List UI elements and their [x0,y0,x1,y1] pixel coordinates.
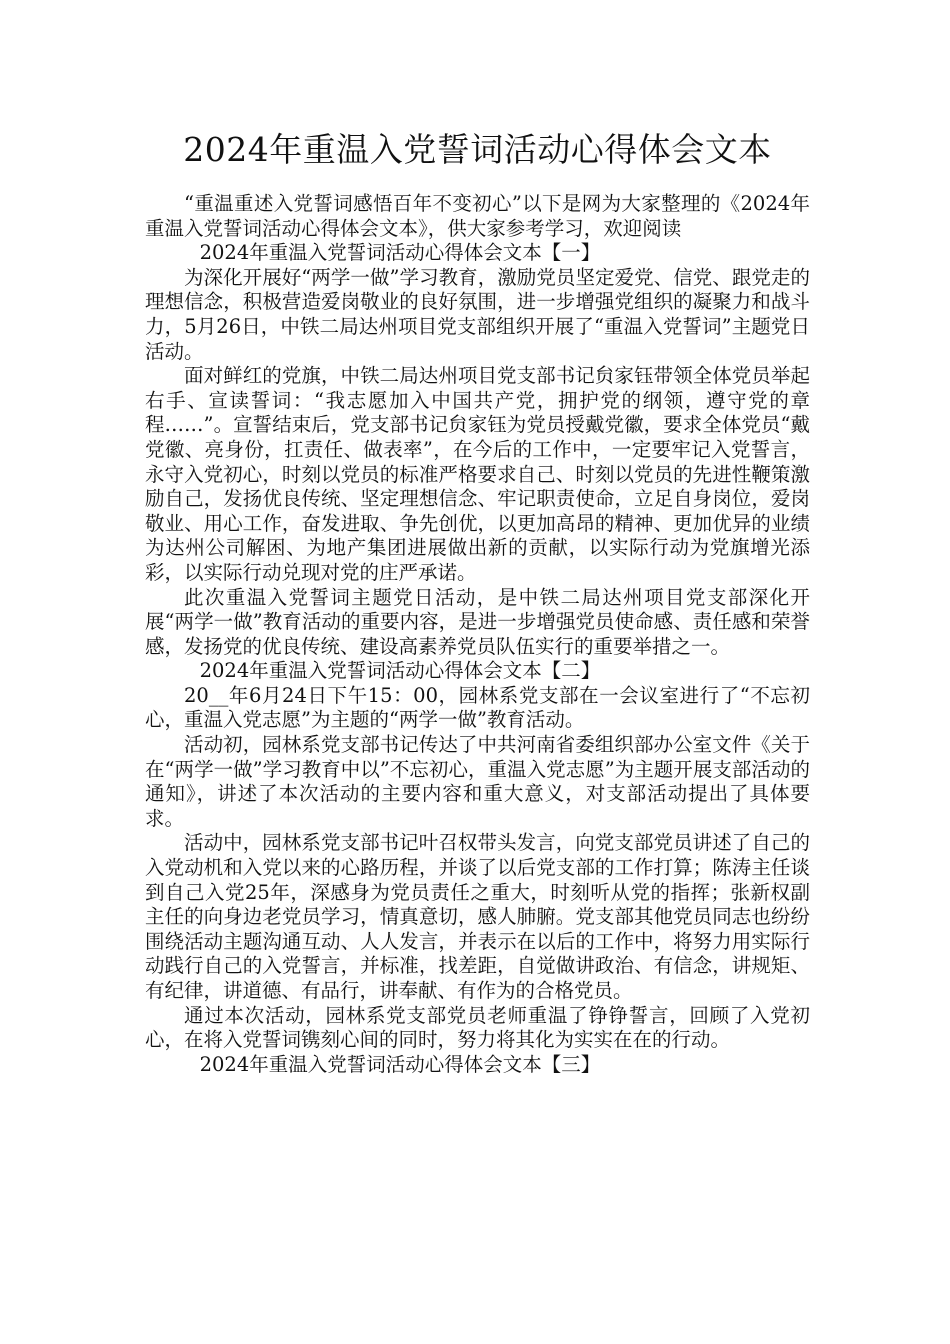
section-heading: 2024年重温入党誓词活动心得体会文本【一】 [199,241,601,265]
document-page [145,120,810,1077]
section-3 [145,1053,810,1078]
section-2 [145,659,810,1053]
section-1 [145,241,810,659]
body-paragraph: 活动初，园林系党支部书记传达了中共河南省委组织部办公室文件《关于在“两学一做”学习教育中以”不忘初心，重温入党志愿”为主题开展支部活动的通知》，讲述了本次活动的主要内容和重大意义，对支部活动提出了具体要求。 [145,733,810,830]
body-paragraph: 为深化开展好“两学一做”学习教育，激励党员坚定爱党、信党、跟党走的理想信念，积极营造爱岗敬业的良好氛围，进一步增强党组织的凝聚力和战斗力，5月26日，中铁二局达州项目党支部组织开展了“重温入党誓词”主题党日活动。 [145,265,810,363]
body-paragraph: 此次重温入党誓词主题党日活动，是中铁二局达州项目党支部深化开展“两学一做”教育活动的重要内容，是进一步增强党员使命感、责任感和荣誉感，发扬党的优良传统、建设高素养党员队伍实行的重要举措之一。 [145,585,810,658]
body-paragraph: 面对鲜红的党旗，中铁二局达州项目党支部书记贠家钰带领全体党员举起右手、宣读誓词：“我志愿加入中国共产党，拥护党的纲领，遵守党的章程……”。宣誓结束后，党支部书记贠家钰为党员授戴党徽，要求全体党员“戴党徽、亮身份，扛责任、做表率”，在今后的工作中，一定要牢记入党誓言，永守入党初心，时刻以党员的标准严格要求自己、时刻以党员的先进性鞭策激励自己，发扬优良传统、坚定理想信念、牢记职责使命，立足自身岗位，爱岗敬业、用心工作，奋发进取、争先创优，以更加高昂的精神、更加优异的业绩为达州公司解困、为地产集团进展做出新的贡献，以实际行动为党旗增光添彩，以实际行动兑现对党的庄严承诺。 [145,364,810,584]
body-paragraph: 活动中，园林系党支部书记叶召权带头发言，向党支部党员讲述了自己的入党动机和入党以来的心路历程，并谈了以后党支部的工作打算；陈涛主任谈到自己入党25年，深感身为党员责任之重大，时刻听从党的指挥；张新权副主任的向身边老党员学习，情真意切，感人肺腑。党支部其他党员同志也纷纷围绕活动主题沟通互动、人人发言，并表示在以后的工作中，将努力用实际行动践行自己的入党誓言，并标准，找差距，自觉做讲政治、有信念，讲规矩、有纪律，讲道德、有品行，讲奉献、有作为的合格党员。 [145,831,810,1002]
body-paragraph: 通过本次活动，园林系党支部党员老师重温了铮铮誓言，回顾了入党初心，在将入党誓词镌刻心间的同时，努力将其化为实实在在的行动。 [145,1003,810,1052]
section-heading: 2024年重温入党誓词活动心得体会文本【二】 [199,659,601,683]
section-heading: 2024年重温入党誓词活动心得体会文本【三】 [199,1052,601,1076]
intro-paragraph: “重温重述入党誓词感悟百年不变初心”以下是网为大家整理的《2024年重温入党誓词活动心得体会文本》，供大家参考学习，欢迎阅读 [145,192,810,240]
document-title: 2024年重温入党誓词活动心得体会文本 [183,130,772,169]
body-paragraph: 20__年6月24日下午15：00，园林系党支部在一会议室进行了“不忘初心，重温入党志愿”为主题的“两学一做”教育活动。 [145,683,810,732]
